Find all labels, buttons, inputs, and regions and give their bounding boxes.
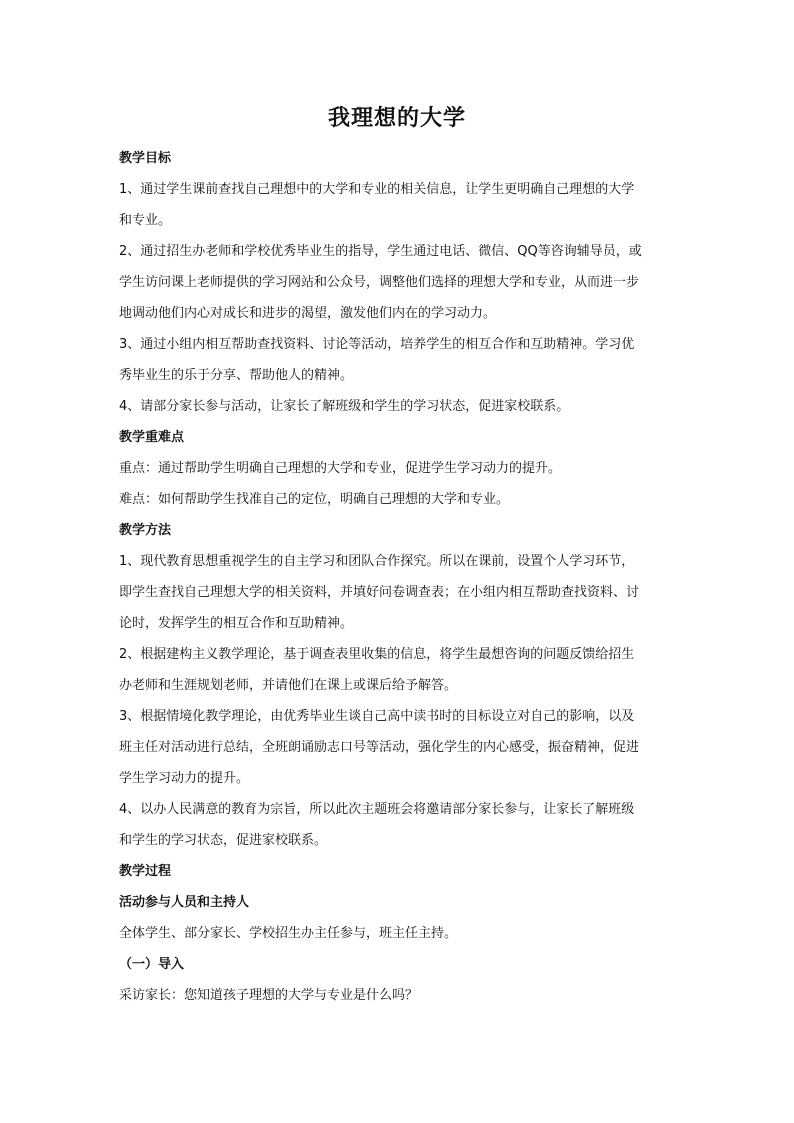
paragraph-line: 学生学习动力的提升。 bbox=[119, 771, 250, 786]
paragraph-line: 3、根据情境化教学理论，由优秀毕业生谈自己高中读书时的目标设立对自己的影响，以及 bbox=[119, 709, 635, 724]
heading-participants-host: 活动参与人员和主持人 bbox=[119, 895, 250, 910]
heading-teaching-methods: 教学方法 bbox=[119, 523, 172, 538]
heading-key-difficulties: 教学重难点 bbox=[119, 430, 185, 445]
paragraph-line: 4、以办人民满意的教育为宗旨，所以此次主题班会将邀请部分家长参与，让家长了解班级 bbox=[119, 802, 635, 817]
paragraph-line: 地调动他们内心对成长和进步的渴望，激发他们内在的学习动力。 bbox=[119, 306, 497, 321]
paragraph-line: 全体学生、部分家长、学校招生办主任参与，班主任主持。 bbox=[119, 926, 458, 941]
paragraph-line: 重点：通过帮助学生明确自己理想的大学和专业，促进学生学习动力的提升。 bbox=[119, 461, 562, 476]
heading-teaching-process: 教学过程 bbox=[119, 864, 172, 879]
paragraph-line: 2、根据建构主义教学理论，基于调查表里收集的信息，将学生最想咨询的问题反馈给招生 bbox=[119, 647, 635, 662]
paragraph-line: 1、现代教育思想重视学生的自主学习和团队合作探究。所以在课前，设置个人学习环节， bbox=[119, 554, 635, 569]
paragraph-line: 4、请部分家长参与活动，让家长了解班级和学生的学习状态，促进家校联系。 bbox=[119, 399, 570, 414]
paragraph-line: 和学生的学习状态，促进家校联系。 bbox=[119, 833, 328, 848]
paragraph-line: 即学生查找自己理想大学的相关资料，并填好问卷调查表；在小组内相互帮助查找资料、讨 bbox=[119, 585, 640, 600]
document-title: 我理想的大学 bbox=[327, 106, 466, 131]
paragraph-line: 班主任对活动进行总结，全班朗诵励志口号等活动，强化学生的内心感受，振奋精神，促进 bbox=[119, 740, 640, 755]
paragraph-line: 和专业。 bbox=[119, 213, 172, 228]
document-body bbox=[119, 143, 679, 1011]
heading-introduction: （一）导入 bbox=[119, 957, 185, 972]
paragraph-line: 采访家长：您知道孩子理想的大学与专业是什么吗？ bbox=[119, 988, 419, 1003]
paragraph-line: 学生访问课上老师提供的学习网站和公众号，调整他们选择的理想大学和专业，从而进一步 bbox=[119, 275, 640, 290]
paragraph-line: 论时，发挥学生的相互合作和互助精神。 bbox=[119, 616, 354, 631]
paragraph-line: 1、通过学生课前查找自己理想中的大学和专业的相关信息，让学生更明确自己理想的大学 bbox=[119, 182, 635, 197]
paragraph-line: 办老师和生涯规划老师，并请他们在课上或课后给予解答。 bbox=[119, 678, 458, 693]
paragraph-line: 2、通过招生办老师和学校优秀毕业生的指导，学生通过电话、微信、QQ等咨询辅导员，或 bbox=[119, 244, 642, 259]
paragraph-line: 3、通过小组内相互帮助查找资料、讨论等活动，培养学生的相互合作和互助精神。学习优 bbox=[119, 337, 635, 352]
paragraph-line: 难点：如何帮助学生找准自己的定位，明确自己理想的大学和专业。 bbox=[119, 492, 510, 507]
paragraph-line: 秀毕业生的乐于分享、帮助他人的精神。 bbox=[119, 368, 354, 383]
heading-teaching-goals: 教学目标 bbox=[119, 151, 172, 166]
